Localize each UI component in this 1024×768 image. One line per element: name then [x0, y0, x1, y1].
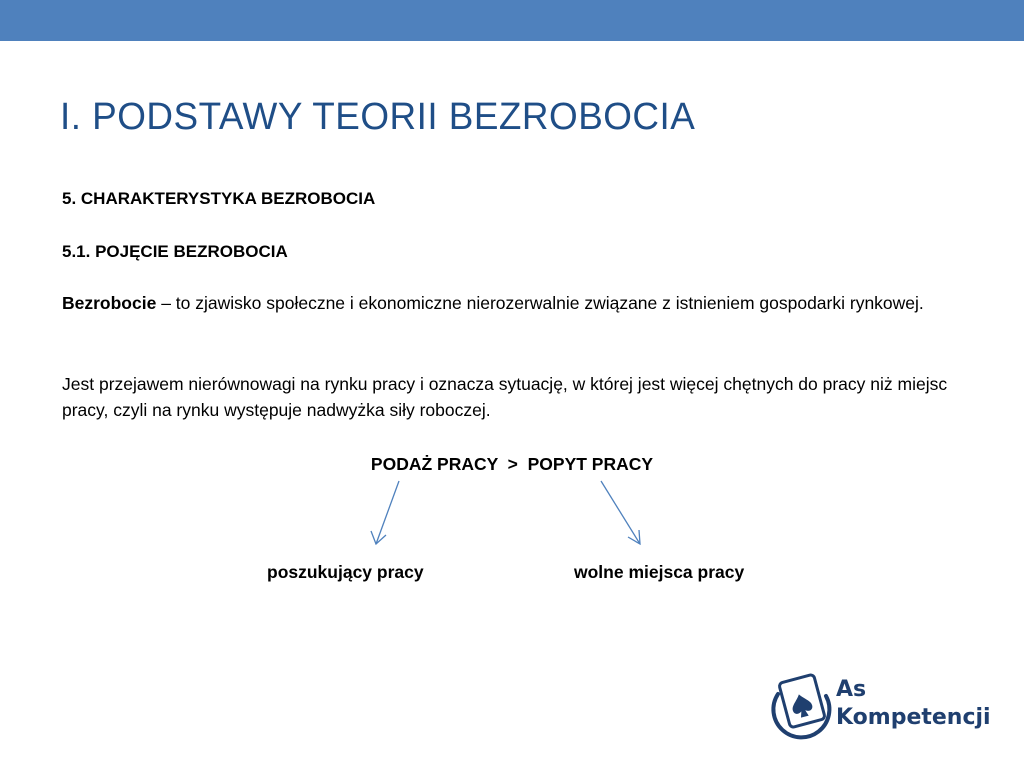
- definition-term: Bezrobocie: [62, 293, 157, 313]
- supply-demand-formula: PODAŻ PRACY > POPYT PRACY: [370, 454, 654, 474]
- top-accent-bar: [0, 0, 1024, 41]
- vacancies-label: wolne miejsca pracy: [574, 562, 745, 582]
- definition-paragraph: [62, 290, 972, 316]
- section-heading: 5. CHARAKTERYSTYKA BEZROBOCIA: [62, 189, 376, 208]
- arrow-to-job-seekers: [371, 481, 399, 544]
- slide-title: I. PODSTAWY TEORII BEZROBOCIA: [60, 96, 696, 138]
- job-seekers-label: poszukujący pracy: [267, 562, 424, 582]
- subsection-heading: 5.1. POJĘCIE BEZROBOCIA: [62, 242, 288, 261]
- logo-line-1: As: [836, 677, 867, 702]
- as-kompetencji-logo: [768, 672, 1000, 746]
- logo-wordmark: [836, 676, 991, 732]
- explanation-paragraph: Jest przejawem nierównowagi na rynku pracy i oznacza sytuację, w której jest więcej chętnych do pracy niż miejsc pracy, czyli na rynku występuje nadwyżka siły roboczej.: [62, 374, 948, 420]
- definition-text: – to zjawisko społeczne i ekonomiczne nierozerwalnie związane z istnieniem gospodarki rynkowej.: [156, 293, 924, 313]
- logo-line-2: Kompetencji: [836, 705, 991, 730]
- arrow-to-vacancies: [601, 481, 640, 544]
- spade-card-icon: [768, 672, 834, 746]
